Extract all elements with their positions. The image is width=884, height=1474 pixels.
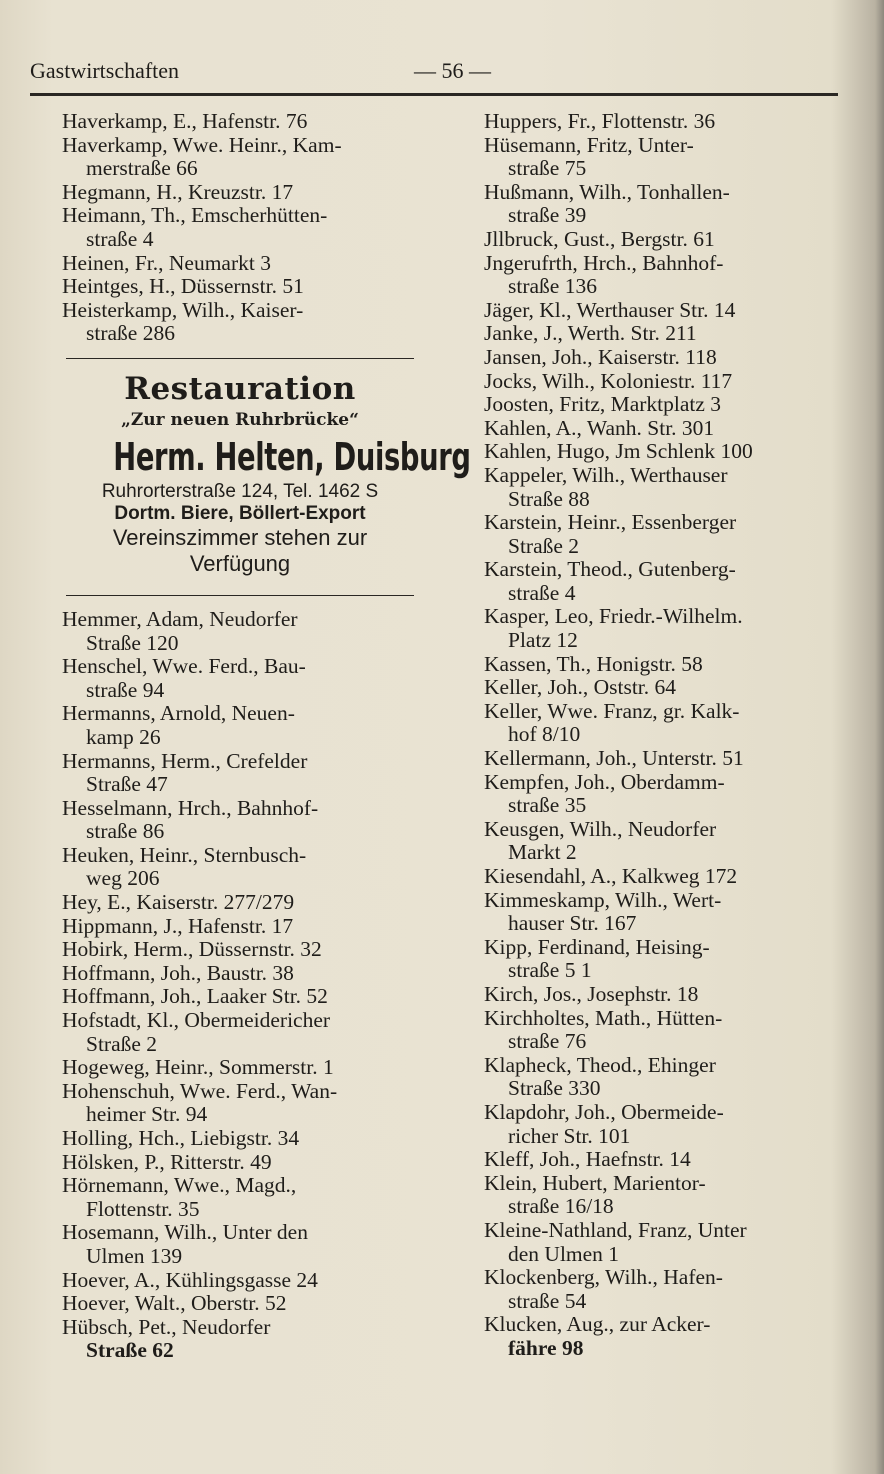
entry-continuation: merstraße 66: [86, 156, 198, 181]
directory-entry: [484, 865, 840, 889]
entry-line: Karstein, Theod., Gutenberg-: [484, 557, 736, 582]
directory-entry: [484, 181, 840, 228]
directory-entry: [484, 1219, 840, 1266]
directory-entry: [484, 370, 840, 394]
directory-entry: [62, 1056, 422, 1080]
directory-entry: [484, 1313, 840, 1360]
directory-entry: [62, 1127, 422, 1151]
directory-entry: [484, 1054, 840, 1101]
entry-continuation: Markt 2: [508, 840, 577, 865]
entry-line: Keller, Joh., Oststr. 64: [484, 675, 677, 700]
entry-line: Hoffmann, Joh., Baustr. 38: [62, 960, 294, 985]
directory-entry: [484, 653, 840, 677]
entry-line: Joosten, Fritz, Marktplatz 3: [484, 392, 722, 417]
entry-continuation: straße 4: [508, 580, 576, 605]
page-header: [30, 58, 838, 90]
directory-entry: [62, 110, 422, 134]
entry-continuation: straße 35: [508, 793, 587, 818]
entry-continuation: weg 206: [86, 866, 160, 891]
entry-line: Heimann, Th., Emscherhütten-: [62, 203, 328, 228]
directory-entry: [484, 676, 840, 700]
entry-line: Kellermann, Joh., Unterstr. 51: [484, 746, 744, 771]
directory-entry: [62, 985, 422, 1009]
directory-entry: [484, 110, 840, 134]
directory-entry: [62, 252, 422, 276]
entry-line: Jllbruck, Gust., Bergstr. 61: [484, 226, 715, 251]
entry-line: Hosemann, Wilh., Unter den: [62, 1220, 308, 1245]
entry-continuation: Straße 62: [86, 1338, 174, 1363]
entry-continuation: heimer Str. 94: [86, 1102, 208, 1127]
entry-line: Klein, Hubert, Marientor-: [484, 1170, 706, 1195]
directory-entry: [484, 228, 840, 252]
page-number: — 56 —: [414, 58, 491, 83]
directory-entry: [484, 134, 840, 181]
entry-continuation: straße 94: [86, 677, 165, 702]
entry-line: Hoffmann, Joh., Laaker Str. 52: [62, 984, 328, 1009]
directory-entry: [62, 938, 422, 962]
directory-entry: [484, 558, 840, 605]
entry-line: Jocks, Wilh., Koloniestr. 117: [484, 368, 733, 393]
directory-entry: [62, 1151, 422, 1175]
entry-continuation: kamp 26: [86, 724, 161, 749]
entry-line: Klockenberg, Wilh., Hafen-: [484, 1265, 723, 1290]
entry-line: Kimmeskamp, Wilh., Wert-: [484, 887, 722, 912]
entry-continuation: straße 75: [508, 156, 587, 181]
entry-line: Kahlen, Hugo, Jm Schlenk 100: [484, 439, 753, 464]
entry-line: Jansen, Joh., Kaiserstr. 118: [484, 344, 717, 369]
entry-continuation: straße 86: [86, 819, 165, 844]
entry-continuation: richer Str. 101: [508, 1123, 631, 1148]
entry-continuation: straße 39: [508, 203, 587, 228]
entry-line: Hermanns, Arnold, Neuen-: [62, 701, 295, 726]
entry-continuation: Straße 88: [508, 486, 590, 511]
entry-line: Hölsken, P., Ritterstr. 49: [62, 1149, 272, 1174]
entry-line: Jngerufrth, Hrch., Bahnhof-: [484, 250, 724, 275]
entry-line: Kahlen, A., Wanh. Str. 301: [484, 415, 715, 440]
entry-line: Keusgen, Wilh., Neudorfer: [484, 816, 717, 841]
directory-entry: [62, 181, 422, 205]
entry-line: Hußmann, Wilh., Tonhallen-: [484, 179, 730, 204]
entry-line: Kipp, Ferdinand, Heising-: [484, 934, 710, 959]
ad-room-line2: Verfügung: [189, 550, 291, 576]
entry-line: Keller, Wwe. Franz, gr. Kalk-: [484, 698, 740, 723]
entry-continuation: straße 4: [86, 226, 154, 251]
entry-line: Kiesendahl, A., Kalkweg 172: [484, 864, 738, 888]
entry-continuation: Straße 2: [508, 533, 580, 558]
directory-entry: [484, 1172, 840, 1219]
directory-entry: [484, 771, 840, 818]
entry-line: Hegmann, H., Kreuzstr. 17: [62, 179, 294, 204]
directory-entry: [62, 1174, 422, 1221]
directory-entry: [484, 747, 840, 771]
directory-entry: [484, 299, 840, 323]
ad-room-line1: Vereinszimmer stehen zur: [112, 524, 368, 550]
entry-continuation: Flottenstr. 35: [86, 1196, 200, 1221]
entry-line: Hohenschuh, Wwe. Ferd., Wan-: [62, 1078, 338, 1103]
directory-entry: [484, 1101, 840, 1148]
entry-continuation: straße 136: [508, 274, 597, 299]
directory-entry: [484, 322, 840, 346]
entry-continuation: straße 5 1: [508, 958, 592, 983]
entry-continuation: Straße 120: [86, 630, 179, 655]
entry-continuation: Straße 2: [86, 1031, 158, 1056]
directory-entry: [484, 700, 840, 747]
entry-continuation: Platz 12: [508, 628, 578, 653]
entry-line: Kappeler, Wilh., Werthauser: [484, 462, 728, 487]
directory-entry: [484, 346, 840, 370]
entry-line: Heinen, Fr., Neumarkt 3: [62, 250, 271, 275]
entry-line: Hey, E., Kaiserstr. 277/279: [62, 890, 295, 915]
entry-continuation: Straße 47: [86, 772, 168, 797]
entry-line: Hippmann, J., Hafenstr. 17: [62, 913, 294, 938]
entry-line: Hemmer, Adam, Neudorfer: [62, 606, 298, 631]
entry-line: Kirch, Jos., Josephstr. 18: [484, 981, 699, 1006]
entry-line: Klapheck, Theod., Ehinger: [484, 1052, 716, 1077]
directory-entry: [62, 204, 422, 251]
entry-line: Klapdohr, Joh., Obermeide-: [484, 1099, 724, 1124]
entry-line: Hüsemann, Fritz, Unter-: [484, 132, 694, 157]
directory-entry: [484, 1148, 840, 1172]
entry-line: Hogeweg, Heinr., Sommerstr. 1: [62, 1055, 334, 1080]
entry-line: Kasper, Leo, Friedr.-Wilhelm.: [484, 604, 743, 629]
entry-continuation: Ulmen 139: [86, 1243, 183, 1268]
entry-line: Henschel, Wwe. Ferd., Bau-: [62, 654, 306, 679]
restaurant-advertisement: [64, 358, 471, 596]
directory-entry: [62, 844, 422, 891]
entry-line: Kempfen, Joh., Oberdamm-: [484, 769, 725, 794]
right-column: [484, 110, 840, 1360]
entry-continuation: straße 54: [508, 1288, 587, 1313]
left-entries-bottom: [62, 608, 422, 1363]
right-entries: [484, 110, 840, 1360]
directory-entry: [484, 511, 840, 558]
ad-top-rule: [66, 358, 414, 359]
entry-line: Kleff, Joh., Haefnstr. 14: [484, 1147, 691, 1172]
directory-entry: [484, 1266, 840, 1313]
directory-entry: [62, 1080, 422, 1127]
directory-entry: [484, 393, 840, 417]
directory-entry: [62, 702, 422, 749]
entry-continuation: hof 8/10: [508, 722, 581, 747]
directory-entry: [62, 1009, 422, 1056]
entry-line: Haverkamp, E., Hafenstr. 76: [62, 109, 308, 133]
entry-line: Huppers, Fr., Flottenstr. 36: [484, 109, 716, 133]
entry-line: Hoever, Walt., Oberstr. 52: [62, 1291, 287, 1316]
ad-owner: Herm. Helten, Duisburg: [113, 434, 471, 479]
entry-line: Hörnemann, Wwe., Magd.,: [62, 1173, 297, 1198]
entry-line: Kirchholtes, Math., Hütten-: [484, 1005, 723, 1030]
left-column: [62, 109, 471, 1363]
directory-entry: [62, 891, 422, 915]
entry-line: Hübsch, Pet., Neudorfer: [62, 1314, 271, 1339]
entry-continuation: fähre 98: [508, 1335, 584, 1360]
entry-continuation: straße 16/18: [508, 1194, 614, 1219]
entry-line: Haverkamp, Wwe. Heinr., Kam-: [62, 132, 342, 157]
directory-entry: [62, 134, 422, 181]
entry-line: Kleine-Nathland, Franz, Unter: [484, 1217, 747, 1242]
entry-line: Kassen, Th., Honigstr. 58: [484, 651, 703, 676]
directory-entry: [484, 818, 840, 865]
entry-line: Karstein, Heinr., Essenberger: [484, 510, 737, 535]
entry-continuation: Straße 330: [508, 1076, 601, 1101]
directory-entry: [484, 417, 840, 441]
directory-entry: [62, 655, 422, 702]
directory-entry: [62, 797, 422, 844]
directory-entry: [62, 1316, 422, 1363]
directory-entry: [484, 983, 840, 1007]
directory-entry: [62, 915, 422, 939]
left-entries-top: [62, 110, 422, 346]
entry-line: Hofstadt, Kl., Obermeidericher: [62, 1008, 331, 1033]
entry-line: Hermanns, Herm., Crefelder: [62, 748, 308, 773]
entry-line: Heintges, H., Düssernstr. 51: [62, 274, 304, 299]
entry-line: Klucken, Aug., zur Acker-: [484, 1312, 711, 1337]
directory-entry: [62, 962, 422, 986]
directory-entry: [62, 1292, 422, 1316]
directory-entry: [484, 936, 840, 983]
section-title: Gastwirtschaften: [30, 58, 180, 83]
entry-line: Holling, Hch., Liebigstr. 34: [62, 1126, 300, 1150]
entry-continuation: den Ulmen 1: [508, 1241, 620, 1266]
directory-entry: [62, 1221, 422, 1268]
directory-entry: [62, 608, 422, 655]
entry-line: Heisterkamp, Wilh., Kaiser-: [62, 297, 304, 322]
entry-line: Hesselmann, Hrch., Bahnhof-: [62, 795, 319, 820]
entry-line: Janke, J., Werth. Str. 211: [484, 321, 697, 346]
ad-heading: Restauration: [124, 370, 356, 407]
directory-entry: [62, 275, 422, 299]
directory-entry: [484, 464, 840, 511]
ad-beer: Dortm. Biere, Böllert-Export: [114, 502, 366, 524]
ad-address: Ruhrorterstraße 124, Tel. 1462 S: [101, 480, 379, 502]
directory-entry: [484, 1007, 840, 1054]
directory-entry: [484, 440, 840, 464]
entry-continuation: hauser Str. 167: [508, 911, 637, 936]
entry-continuation: straße 286: [86, 321, 175, 346]
entry-line: Hobirk, Herm., Düssernstr. 32: [62, 937, 322, 962]
entry-continuation: straße 76: [508, 1029, 587, 1054]
header-rule: [30, 93, 838, 96]
entry-line: Hoever, A., Kühlingsgasse 24: [62, 1267, 318, 1292]
ad-bottom-rule: [66, 595, 414, 596]
ad-subheading: „Zur neuen Ruhrbrücke“: [121, 409, 359, 430]
entry-line: Heuken, Heinr., Sternbusch-: [62, 842, 307, 867]
directory-entry: [62, 1269, 422, 1293]
directory-entry: [62, 299, 422, 346]
entry-line: Jäger, Kl., Werthauser Str. 14: [484, 297, 736, 322]
directory-entry: [484, 605, 840, 652]
directory-entry: [484, 889, 840, 936]
directory-entry: [62, 750, 422, 797]
directory-entry: [484, 252, 840, 299]
